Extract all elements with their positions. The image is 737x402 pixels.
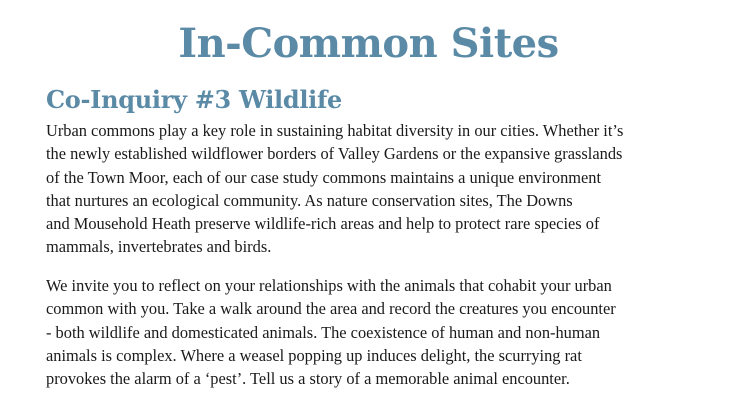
invitation-paragraph (46, 274, 706, 390)
paragraph-line: provokes the alarm of a ‘pest’. Tell us a story of a memorable animal encounter. (46, 369, 570, 389)
paragraph-line: mammals, invertebrates and birds. (46, 237, 272, 257)
paragraph-line: - both wildlife and domesticated animals. The coexistence of human and non-human (46, 322, 601, 342)
section-heading: Co-Inquiry #3 Wildlife (46, 85, 342, 114)
paragraph-line: animals is complex. Where a weasel popping up induces delight, the scurrying rat (46, 345, 582, 365)
paragraph-line: the newly established wildflower borders of Valley Gardens or the expansive grasslands (46, 144, 623, 164)
paragraph-line: that nurtures an ecological community. As nature conservation sites, The Downs (46, 190, 573, 210)
paragraph-line: of the Town Moor, each of our case study commons maintains a unique environment (46, 167, 602, 187)
page-title: In-Common Sites (178, 20, 559, 67)
intro-paragraph (46, 119, 706, 259)
paragraph-line: We invite you to reflect on your relationships with the animals that cohabit your urban (46, 276, 612, 295)
paragraph-line: Urban commons play a key role in sustaining habitat diversity in our cities. Whether it’s (46, 121, 624, 140)
paragraph-line: and Mousehold Heath preserve wildlife-rich areas and help to protect rare species of (46, 214, 600, 234)
paragraph-line: common with you. Take a walk around the area and record the creatures you encounter (46, 299, 616, 319)
